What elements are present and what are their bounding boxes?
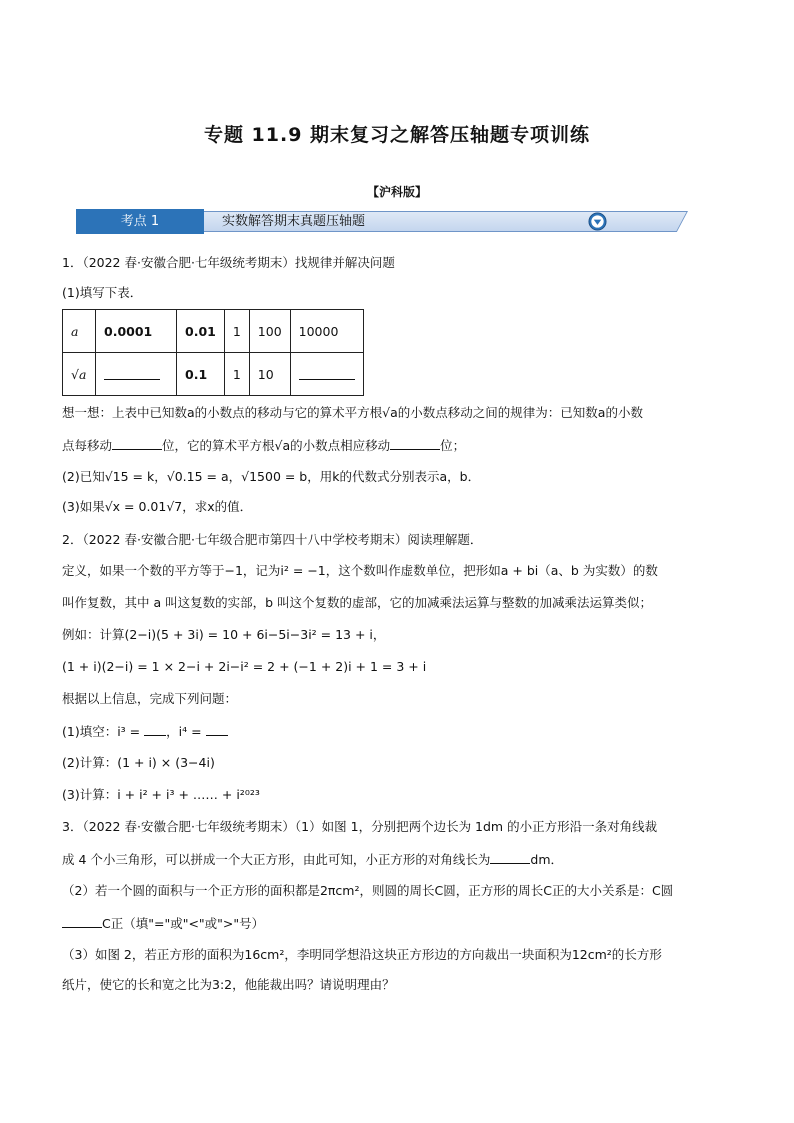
- q3-line2-text: dm．: [530, 852, 564, 867]
- table-cell: 0.01: [177, 310, 225, 353]
- q1-think-text: 点每移动: [62, 438, 113, 453]
- table-cell: √a: [63, 353, 96, 396]
- q1-table: [62, 309, 364, 396]
- q1-heading: 1．（2022 春·安徽合肥·七年级统考期末）找规律并解决问题: [62, 255, 395, 270]
- answer-blank[interactable]: [104, 366, 160, 380]
- q3-line5: （3）如图 2，若正方形的面积为16cm²，李明同学想沿这块正方形边的方向裁出一块面积为12cm²的长方形: [62, 947, 662, 962]
- table-cell: 10000: [290, 310, 363, 353]
- table-cell: [96, 353, 177, 396]
- table-cell: 1: [224, 310, 249, 353]
- banner-point-label: 考点 1: [120, 214, 160, 229]
- table-row: [63, 310, 364, 353]
- q3-line3: （2）若一个圆的面积与一个正方形的面积都是2πcm²，则圆的周长C圆，正方形的周长C正的大小关系是：C圆: [62, 883, 674, 898]
- q1-part1: (1)填写下表．: [62, 285, 143, 300]
- q1-think-line1: 想一想：上表中已知数a的小数点的移动与它的算术平方根√a的小数点移动之间的规律为：已知数a的小数: [62, 405, 643, 420]
- table-cell: 100: [249, 310, 290, 353]
- q2-part1-text: (1)填空：i³ =: [62, 724, 145, 739]
- q1-think-text: 位；: [440, 438, 466, 453]
- q2-part1-text: ，i⁴ =: [166, 724, 206, 739]
- q3-line2-text: 成 4 个小三角形，可以拼成一个大正方形，由此可知，小正方形的对角线长为: [62, 852, 491, 867]
- q3-line2: [62, 850, 563, 869]
- table-row: [63, 353, 364, 396]
- banner-title: 实数解答期末真题压轴题: [222, 214, 366, 229]
- q2-line5: 根据以上信息，完成下列问题：: [62, 691, 238, 706]
- answer-blank[interactable]: [390, 436, 440, 450]
- q3-line6: 纸片，使它的长和宽之比为3:2，他能裁出吗？请说明理由？: [62, 977, 395, 992]
- q1-part2: (2)已知√15 = k，√0.15 = a，√1500 = b，用k的代数式分别表示a，b．: [62, 469, 481, 484]
- table-cell: [290, 353, 363, 396]
- table-cell: 0.1: [177, 353, 225, 396]
- q1-think-text: 位，它的算术平方根√a的小数点相应移动: [162, 438, 391, 453]
- q3-line1: 3．（2022 春·安徽合肥·七年级统考期末）（1）如图 1，分别把两个边长为 1dm 的小正方形沿一条对角线裁: [62, 819, 658, 834]
- page-title: 专题 11.9 期末复习之解答压轴题专项训练: [203, 124, 591, 146]
- q2-line2: 叫作复数，其中 a 叫这复数的实部，b 叫这个复数的虚部，它的加减乘法运算与整数的加减乘法运算类似；: [62, 595, 653, 610]
- q2-heading: 2．（2022 春·安徽合肥·七年级合肥市第四十八中学校考期末）阅读理解题．: [62, 532, 483, 547]
- q1-part3: (3)如果√x = 0.01√7，求x的值．: [62, 499, 253, 514]
- answer-blank[interactable]: [112, 436, 162, 450]
- edition-label: 【沪科版】: [366, 185, 427, 199]
- answer-blank[interactable]: [62, 914, 102, 928]
- table-cell: 1: [224, 353, 249, 396]
- chevron-down-icon[interactable]: [588, 212, 607, 231]
- answer-blank[interactable]: [299, 366, 355, 380]
- answer-blank[interactable]: [206, 722, 228, 736]
- q2-part2: (2)计算：(1 + i) × (3−4i): [62, 755, 215, 770]
- q2-line4: (1 + i)(2−i) = 1 × 2−i + 2i−i² = 2 + (−1 + 2)i + 1 = 3 + i: [62, 659, 427, 674]
- table-cell: 10: [249, 353, 290, 396]
- table-cell: 0.0001: [96, 310, 177, 353]
- q3-line4-text: C正（填"="或"<"或">"号）: [102, 916, 265, 931]
- q2-line3: 例如：计算(2−i)(5 + 3i) = 10 + 6i−5i−3i² = 13 + i，: [62, 627, 386, 642]
- section-banner: [76, 209, 614, 234]
- q1-think-line2: [62, 436, 465, 455]
- table-cell: a: [63, 310, 96, 353]
- q2-part3: (3)计算：i + i² + i³ + …… + i²⁰²³: [62, 787, 260, 802]
- answer-blank[interactable]: [490, 850, 530, 864]
- q2-part1: [62, 722, 228, 741]
- q3-line4: [62, 914, 264, 933]
- answer-blank[interactable]: [144, 722, 166, 736]
- q2-line1: 定义，如果一个数的平方等于−1，记为i² = −1，这个数叫作虚数单位，把形如a + bi（a、b 为实数）的数: [62, 563, 658, 578]
